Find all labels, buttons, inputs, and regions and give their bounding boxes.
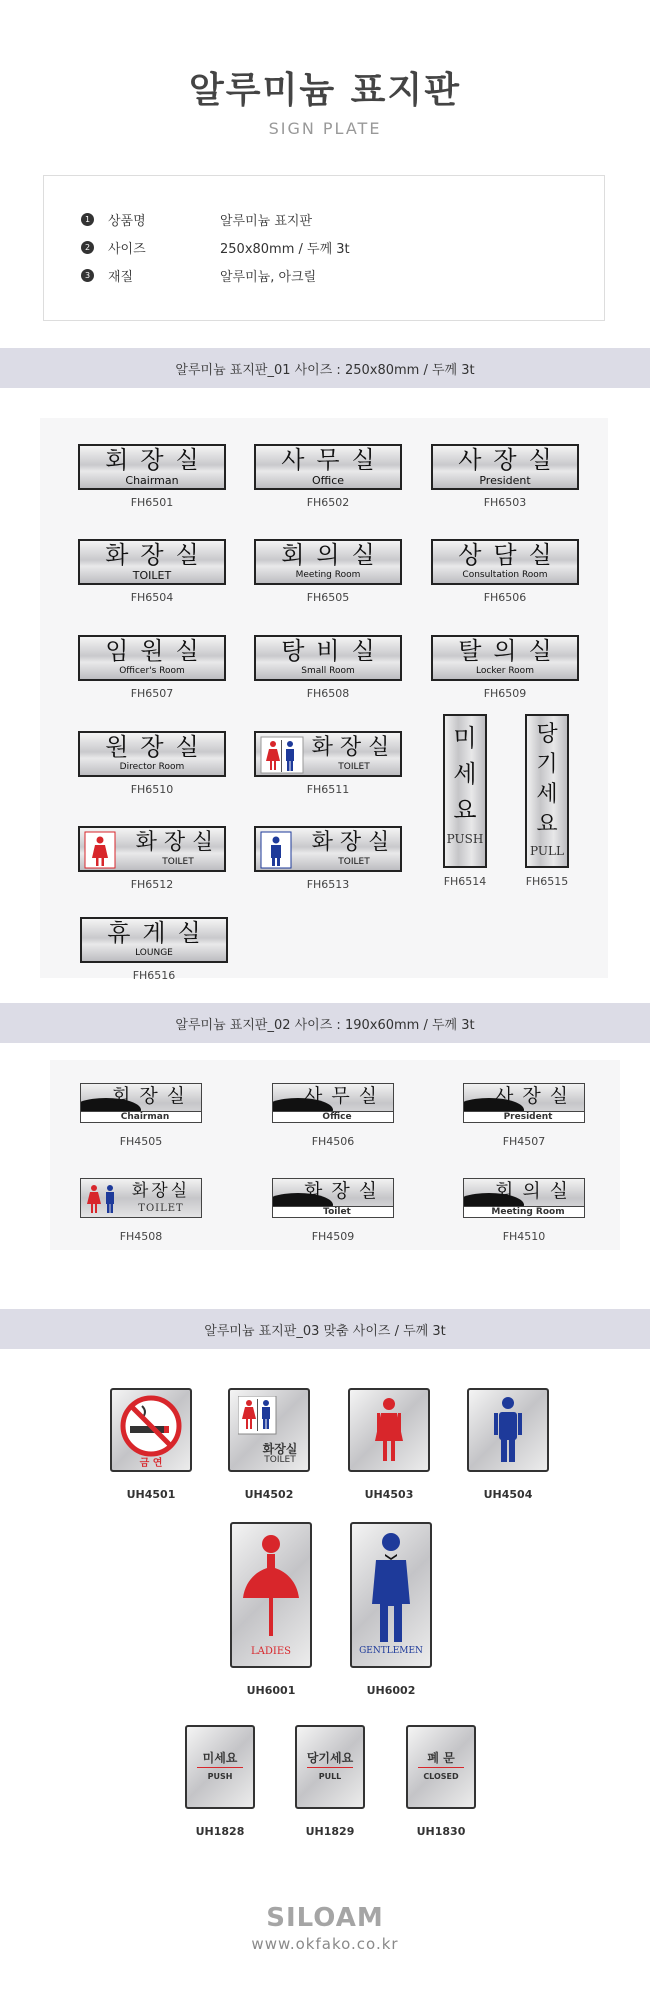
plate-korean: 상담실 [458,541,564,569]
sign-text: 화장실 [262,1442,298,1456]
product-code: UH4502 [244,1488,294,1501]
closed-sign [406,1725,476,1809]
page-title: 알루미늄 표지판 [189,70,461,111]
plate-korean: 휴게실 [107,919,213,947]
plate-english: Consultation Room [462,570,548,580]
plate-english: Office [273,1111,393,1122]
sign-plate [431,635,579,681]
plate-english: LOUNGE [135,948,173,958]
product-code: FH4508 [119,1230,163,1243]
restroom-icon [238,1396,278,1436]
sign-subtext: CLOSED [423,1772,459,1781]
product-code: FH4510 [502,1230,546,1243]
sign-text: 금 연 [139,1458,163,1469]
gentlemen-sign [350,1522,432,1668]
plate-korean: 당 기 세 요 [536,722,558,837]
male-sign [467,1388,549,1472]
plate-korean: 화장실 [311,830,397,855]
product-code: FH6513 [306,878,350,891]
product-code: UH4503 [364,1488,414,1501]
sign-plate-small [463,1083,585,1123]
product-code: FH4506 [311,1135,355,1148]
plate-english: PUSH [446,832,484,846]
product-code: UH4504 [483,1488,533,1501]
product-code: FH6514 [443,875,487,888]
spec-row [81,264,316,286]
product-code: FH6515 [525,875,569,888]
spec-value: 알루미늄, 아크릴 [220,269,317,285]
sign-subtext: PUSH [207,1772,233,1781]
product-code: FH4505 [119,1135,163,1148]
sign-plate [78,826,226,872]
product-code: FH6516 [132,969,176,982]
restroom-sign [228,1388,310,1472]
sign-text: 당기세요 [306,1751,354,1765]
section-heading-01: 알루미늄 표지판_01 사이즈 : 250x80mm / 두께 3t [0,348,650,388]
product-code: UH6001 [246,1684,296,1697]
spec-value: 알루미늄 표지판 [220,213,313,229]
ladies-sign [230,1522,312,1668]
plate-english: Officer's Room [119,666,185,676]
pull-sign [295,1725,365,1809]
male-icon [469,1390,547,1470]
sign-plate [78,731,226,777]
product-code: UH4501 [126,1488,176,1501]
product-code: FH6505 [306,591,350,604]
sign-plate-small [272,1083,394,1123]
plate-english: President [479,474,531,487]
plate-english: Meeting Room [464,1206,584,1217]
female-icon [350,1390,428,1470]
male-icon [260,831,292,869]
sign-plate [254,539,402,585]
female-sign [348,1388,430,1472]
divider [307,1767,353,1768]
sign-plate-small [272,1178,394,1218]
pull-plate [525,714,569,868]
product-code: FH4507 [502,1135,546,1148]
plate-korean: 탈의실 [458,637,564,665]
spec-label: 사이즈 [108,241,146,257]
plate-korean: 화장실 [135,830,221,855]
plate-english: Meeting Room [295,570,361,580]
plate-english: Chairman [125,474,179,487]
plate-korean: 미 세 요 [453,724,477,824]
product-code: UH6002 [366,1684,416,1697]
sign-plate [78,635,226,681]
sign-plate [254,635,402,681]
sign-plate [431,444,579,490]
product-code: UH1829 [305,1825,355,1838]
push-sign [185,1725,255,1809]
plate-korean: 사무실 [281,446,387,474]
product-code: UH1828 [195,1825,245,1838]
plate-korean: 임원실 [105,637,211,665]
sign-plate [78,539,226,585]
plate-english: PULL [530,844,564,858]
product-code: FH6506 [483,591,527,604]
website-url[interactable]: www.okfako.co.kr [251,1935,399,1953]
sign-plate-small [463,1178,585,1218]
plate-english: President [464,1111,584,1122]
plate-english: TOILET [132,569,172,582]
sign-plate [431,539,579,585]
spec-number: 3 [81,269,94,282]
product-code: FH6504 [130,591,174,604]
section-heading-03: 알루미늄 표지판_03 맞춤 사이즈 / 두께 3t [0,1309,650,1349]
female-icon [232,1524,310,1666]
no-smoking-sign [110,1388,192,1472]
plate-korean: 화장실 [105,541,211,569]
plate-korean: 사장실 [494,1085,578,1107]
product-code: FH6508 [306,687,350,700]
divider [197,1767,243,1768]
plate-english: Office [311,474,345,487]
restroom-icon [260,736,304,774]
product-code: FH6512 [130,878,174,891]
product-code: FH6510 [130,783,174,796]
spec-row [81,236,350,258]
sign-plate-small [80,1178,202,1218]
sign-plate [254,731,402,777]
plate-english: Locker Room [476,666,534,676]
sign-plate [254,826,402,872]
plate-english: Toilet [273,1206,393,1217]
product-code: FH6509 [483,687,527,700]
sign-text: 폐 문 [427,1751,455,1765]
sign-plate [254,444,402,490]
plate-korean: 회의실 [281,541,387,569]
spec-row [81,208,312,230]
plate-korean: 사장실 [458,446,564,474]
sign-plate [78,444,226,490]
sign-text: GENTLEMEN [359,1646,423,1656]
spec-value: 250x80mm / 두께 3t [220,241,350,257]
spec-number: 1 [81,213,94,226]
plate-korean: 원장실 [105,733,211,761]
plate-english: TOILET [338,762,370,772]
page-subtitle: SIGN PLATE [268,119,382,138]
plate-korean: 화장실 [311,735,397,760]
plate-english: Chairman [81,1111,201,1122]
plate-korean: 사무실 [303,1085,387,1107]
plate-english: Director Room [119,762,185,772]
plate-korean: 회의실 [494,1180,578,1202]
brand-logo: SILOAM [266,1903,384,1933]
sign-text: LADIES [251,1646,291,1657]
plate-korean: 화장실 [131,1181,191,1201]
product-code: UH1830 [416,1825,466,1838]
male-icon [352,1524,430,1666]
divider [418,1767,464,1768]
spec-label: 재질 [108,269,134,285]
plate-english: TOILET [138,1203,184,1214]
product-code: FH4509 [311,1230,355,1243]
female-icon [84,831,116,869]
product-code: FH6503 [483,496,527,509]
plate-english: TOILET [162,857,194,867]
plate-korean: 화장실 [303,1180,387,1202]
sign-subtext: TOILET [264,1455,296,1465]
plate-english: Small Room [301,666,355,676]
plate-english: TOILET [338,857,370,867]
sign-text: 미세요 [202,1751,238,1765]
plate-korean: 탕비실 [281,637,387,665]
product-code: FH6502 [306,496,350,509]
spec-box [43,175,605,321]
sign-plate [80,917,228,963]
plate-korean: 회장실 [111,1085,195,1107]
product-code: FH6511 [306,783,350,796]
sign-subtext: PULL [318,1772,342,1781]
section-heading-02: 알루미늄 표지판_02 사이즈 : 190x60mm / 두께 3t [0,1003,650,1043]
spec-label: 상품명 [108,213,146,229]
product-code: FH6501 [130,496,174,509]
push-plate [443,714,487,868]
spec-number: 2 [81,241,94,254]
product-code: FH6507 [130,687,174,700]
sign-plate-small [80,1083,202,1123]
plate-korean: 회장실 [105,446,211,474]
